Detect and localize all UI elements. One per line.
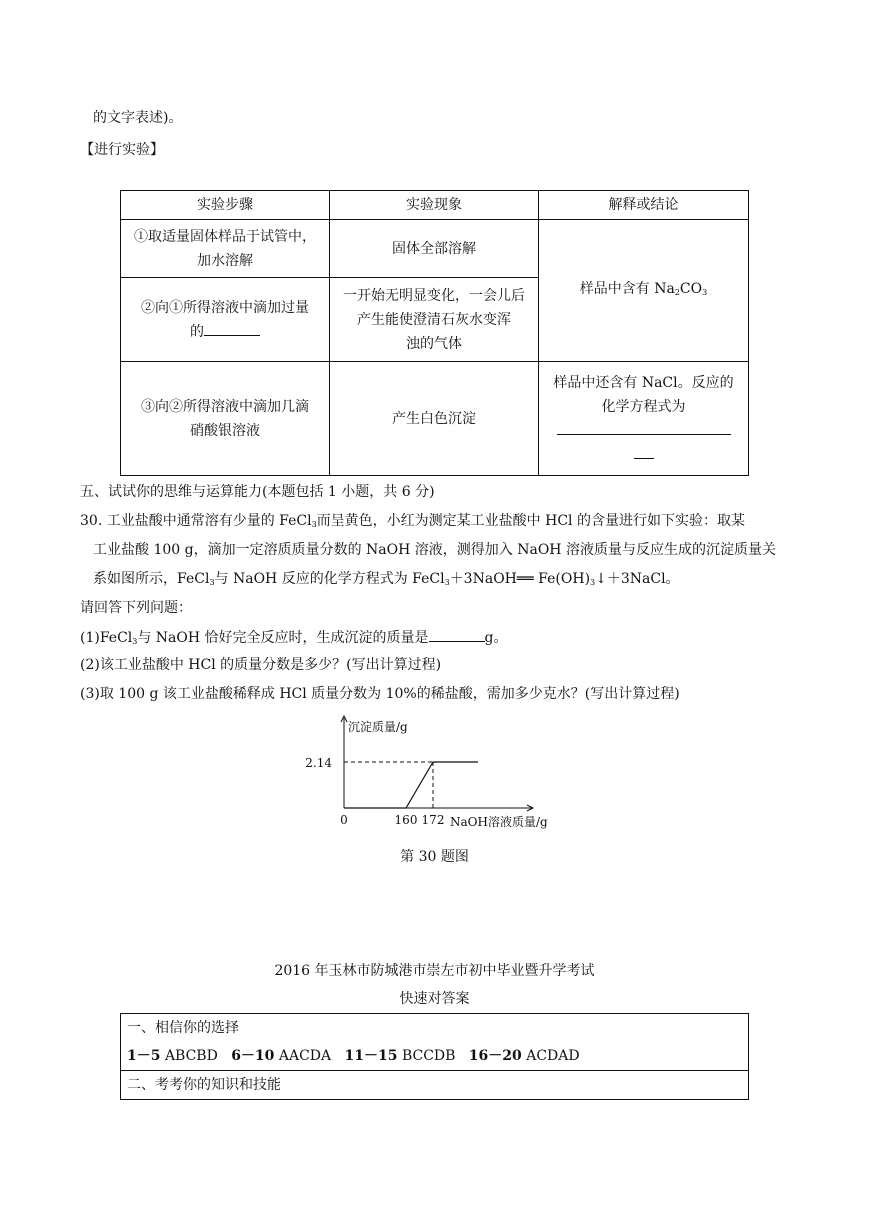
header-conclusion: 解释或结论 (539, 191, 749, 220)
question-30-line-1: 30. 工业盐酸中通常溶有少量的 FeCl$_3$而呈黄色，小红为测定某工业盐酸中 HCl 的含量进行如下实验：取某 (80, 513, 745, 529)
series-line (344, 762, 478, 808)
x-tick-label: 0 (340, 813, 348, 827)
section-heading-5: 五、试试你的思维与运算能力(本题包括 1 小题，共 6 分) (80, 484, 435, 500)
question-30-line-2: 工业盐酸 100 g，滴加一定溶质质量分数的 NaOH 溶液，测得加入 NaOH 溶液质量与反应生成的沉淀质量关 (93, 542, 776, 558)
section-heading-experiment: 【进行实验】 (80, 142, 164, 158)
x-tick-label: 172 (421, 813, 445, 827)
header-steps: 实验步骤 (121, 191, 330, 220)
table-row (121, 220, 749, 278)
phenomenon-1: 固体全部溶解 (330, 220, 539, 278)
step-2: ②向①所得溶液中滴加过量 的 (121, 278, 330, 362)
answer-section-2: 二、考考你的知识和技能 (121, 1070, 748, 1099)
precipitate-chart (300, 712, 580, 836)
answer-key-box (120, 1013, 749, 1100)
experiment-table (120, 190, 749, 476)
table-header-row (121, 191, 749, 220)
answer-blank (634, 444, 654, 459)
exam-title: 2016 年玉林市防城港市崇左市初中毕业暨升学考试 (274, 963, 595, 979)
question-30-line-3: 系如图所示，FeCl$_3$与 NaOH 反应的化学方程式为 FeCl$_3$＋3NaOH══ $Fe(OH)_3↓+3NaCl$。 (93, 571, 680, 587)
question-prompt: 请回答下列问题： (80, 600, 192, 616)
step-3: ③向②所得溶液中滴加几滴 硝酸银溶液 (121, 362, 330, 476)
conclusion-3: 样品中还含有 NaCl。反应的 化学方程式为 (539, 362, 749, 476)
answer-choices-row: 1－5 ABCBD 6－10 AACDA 11－15 BCCDB 16－20 ACDAD (127, 1048, 580, 1064)
conclusion-1-2: 样品中含有 $Na_2CO_3$ (539, 220, 749, 362)
x-axis-label: NaOH溶液质量/g (450, 815, 548, 829)
x-tick-label: 160 (394, 813, 418, 827)
answer-section-1: 一、相信你的选择 (127, 1020, 239, 1036)
sub-question-2: (2)该工业盐酸中 HCl 的质量分数是多少？(写出计算过程) (80, 657, 442, 673)
phenomenon-2: 一开始无明显变化，一会儿后 产生能使澄清石灰水变浑 浊的气体 (330, 278, 539, 362)
figure-caption: 第 30 题图 (400, 849, 469, 865)
sub-question-3: (3)取 100 g 该工业盐酸稀释成 HCl 质量分数为 10%的稀盐酸，需加多少克水？(写出计算过程) (80, 686, 680, 702)
answer-blank (429, 627, 485, 642)
table-row (121, 362, 749, 476)
answer-blank (204, 321, 260, 336)
text-fragment: 的文字表述)。 (93, 110, 183, 126)
step-1: ①取适量固体样品于试管中， 加水溶解 (121, 220, 330, 278)
y-tick-label: 2.14 (305, 756, 332, 770)
answer-key-title: 快速对答案 (399, 991, 470, 1007)
y-axis-label: 沉淀质量/g (348, 720, 408, 734)
phenomenon-3: 产生白色沉淀 (330, 362, 539, 476)
answer-blank (557, 420, 731, 435)
header-phenomena: 实验现象 (330, 191, 539, 220)
sub-question-1: (1)FeCl$_3$与 NaOH 恰好完全反应时，生成沉淀的质量是 g。 (80, 627, 508, 652)
